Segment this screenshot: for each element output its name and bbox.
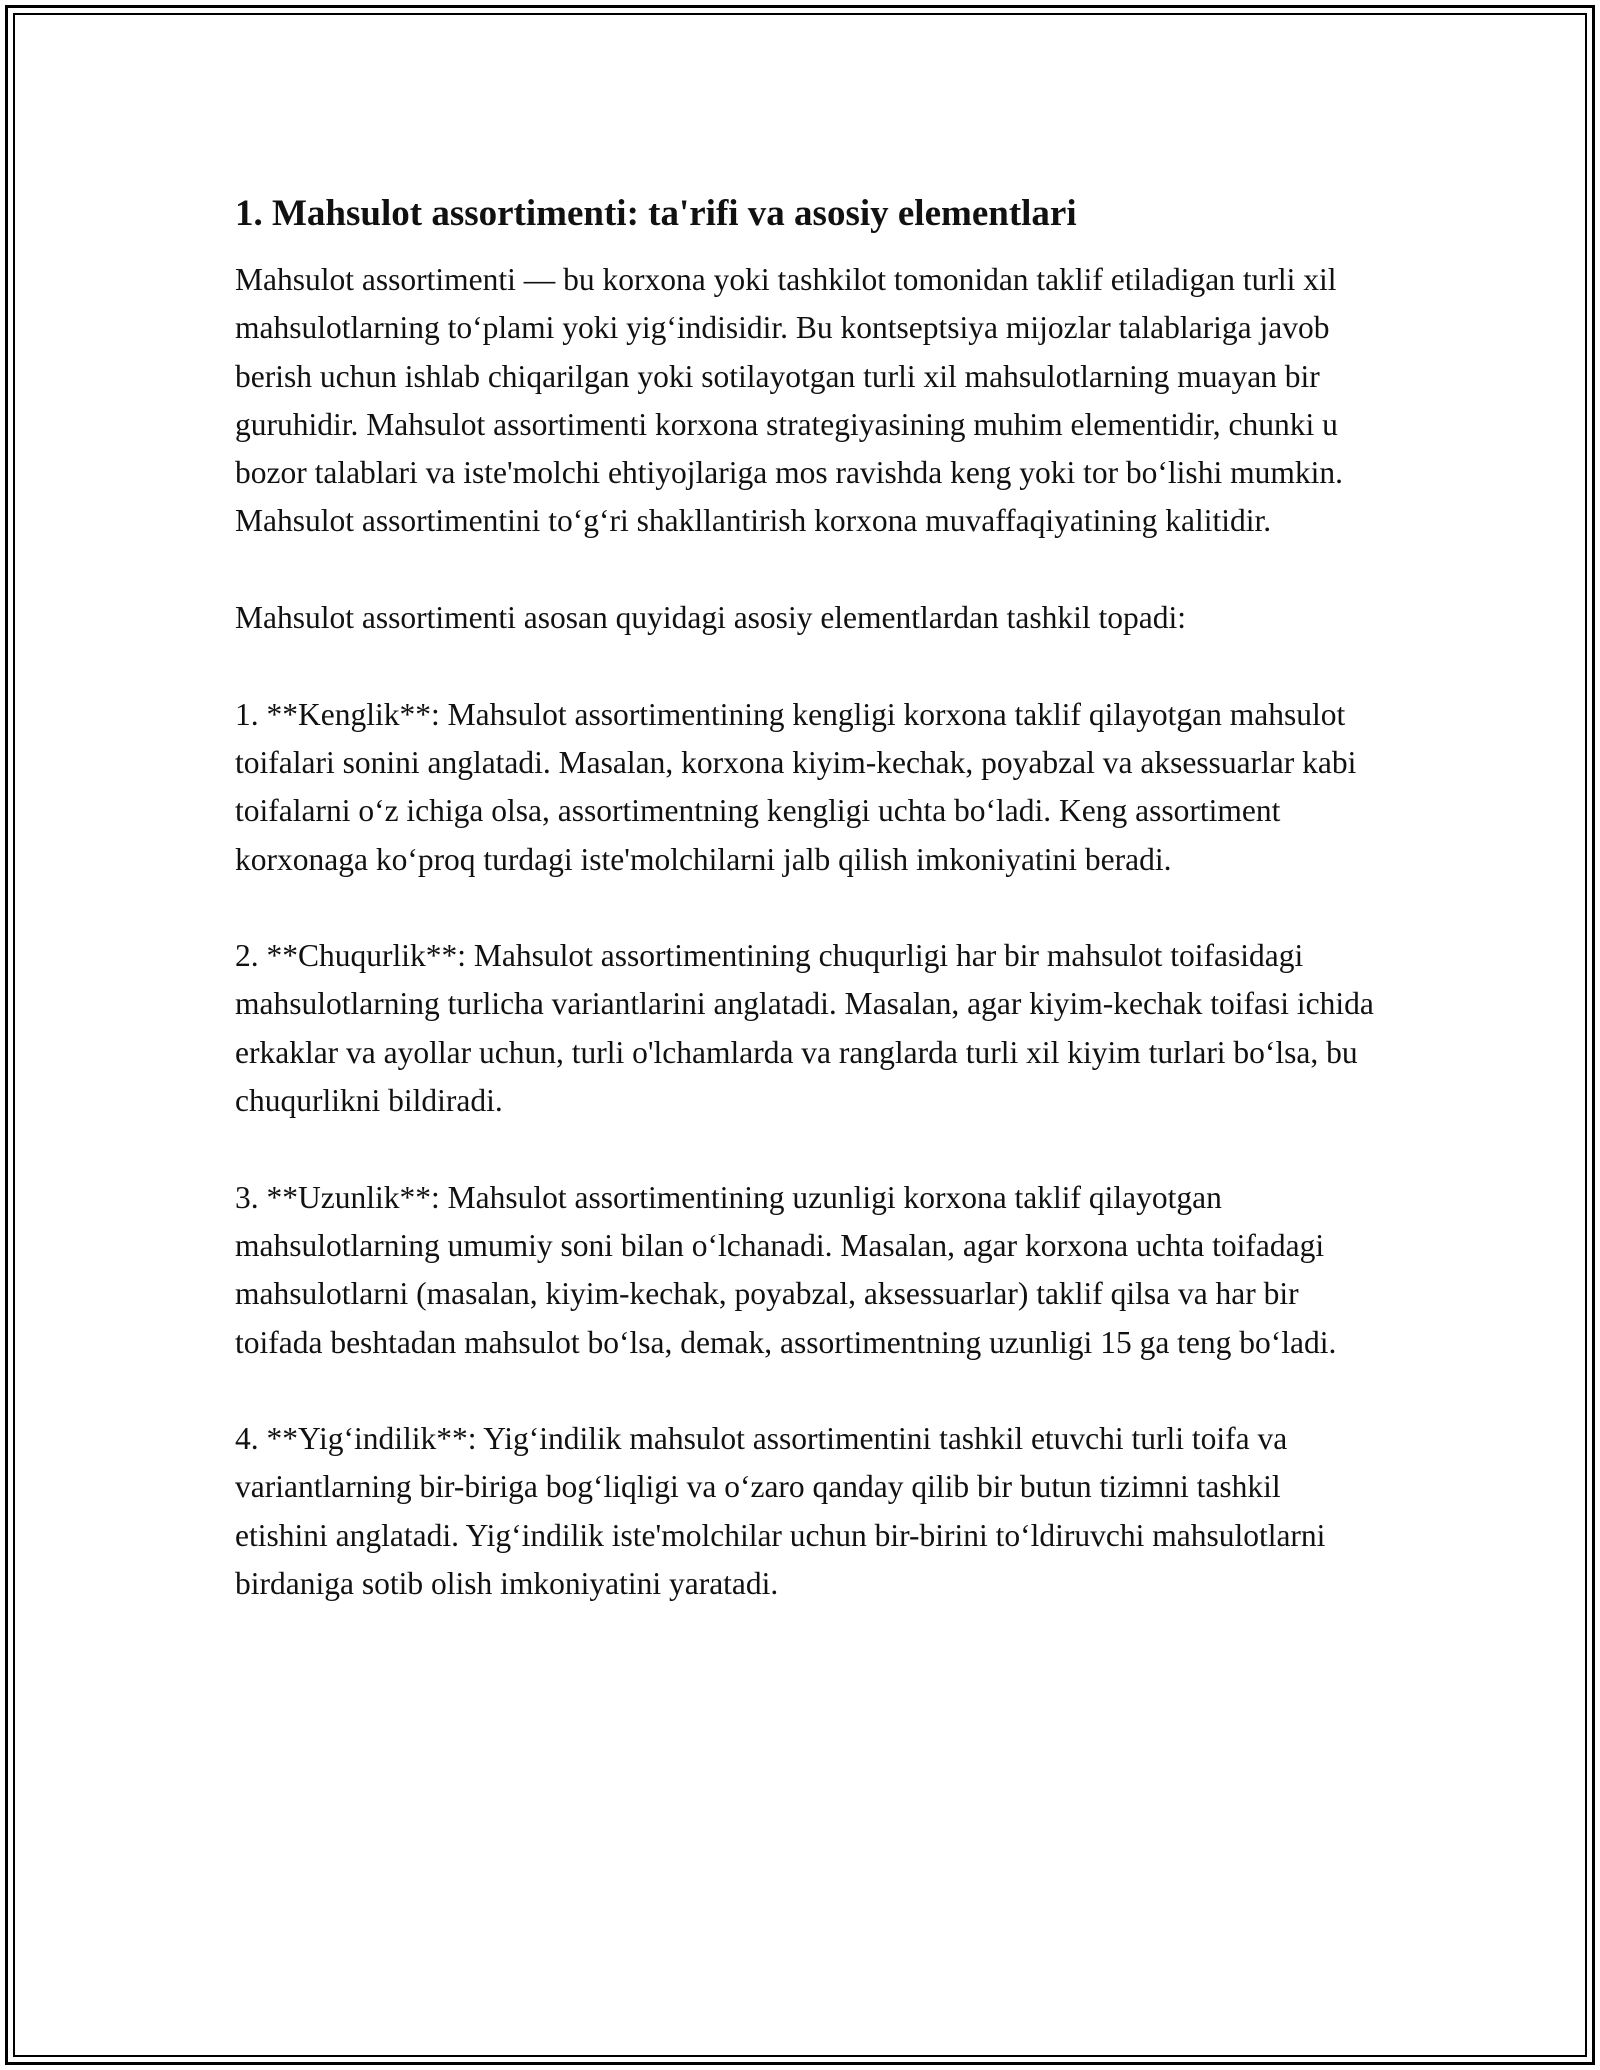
document-title: 1. Mahsulot assortimenti: ta'rifi va asosiy elementlari	[235, 193, 1077, 234]
paragraph-kenglik: 1. **Kenglik**: Mahsulot assortimentining kengligi korxona taklif qilayotgan mahsulot toifalari sonini anglatadi. Masalan, korxona kiyim-kechak, poyabzal va aksessuarlar kabi toifalarni o‘z ichiga olsa, assortimentning kengligi uchta bo‘ladi. Keng assortiment korxonaga ko‘proq turdagi iste'molchilarni jalb qilish imkoniyatini beradi.	[235, 696, 1357, 877]
paragraph-uzunlik: 3. **Uzunlik**: Mahsulot assortimentining uzunligi korxona taklif qilayotgan mahsulotlarning umumiy soni bilan o‘lchanadi. Masalan, agar korxona uchta toifadagi mahsulotlarni (masalan, kiyim-kechak, poyabzal, aksessuarlar) taklif qilsa va har bir toifada beshtadan mahsulot bo‘lsa, demak, assortimentning uzunligi 15 ga teng bo‘ladi.	[235, 1179, 1337, 1360]
paragraph-chuqurlik: 2. **Chuqurlik**: Mahsulot assortimentining chuqurligi har bir mahsulot toifasidagi mahsulotlarning turlicha variantlarini anglatadi. Masalan, agar kiyim-kechak toifasi ichida erkaklar va ayollar uchun, turli o'lchamlarda va ranglarda turli xil kiyim turlari bo‘lsa, bu chuqurlikni bildiradi.	[235, 938, 1374, 1119]
paragraph-yigindilik: 4. **Yig‘indilik**: Yig‘indilik mahsulot assortimentini tashkil etuvchi turli toifa va variantlarning bir-biriga bog‘liqligi va o‘zaro qanday qilib bir butun tizimni tashkil etishini anglatadi. Yig‘indilik iste'molchilar uchun bir-birini to‘ldiruvchi mahsulotlarni birdaniga sotib olish imkoniyatini yaratadi.	[235, 1421, 1326, 1602]
document-body	[235, 190, 1375, 1657]
paragraph-intro: Mahsulot assortimenti — bu korxona yoki tashkilot tomonidan taklif etiladigan turli xil mahsulotlarning to‘plami yoki yig‘indisidir. Bu kontseptsiya mijozlar talablariga javob berish uchun ishlab chiqarilgan yoki sotilayotgan turli xil mahsulotlarning muayan bir guruhidir. Mahsulot assortimenti korxona strategiyasining muhim elementidir, chunki u bozor talablari va iste'molchi ehtiyojlariga mos ravishda keng yoki tor bo‘lishi mumkin. Mahsulot assortimentini to‘g‘ri shakllantirish korxona muvaffaqiyatining kalitidir.	[235, 262, 1343, 539]
paragraph-elements-lead: Mahsulot assortimenti asosan quyidagi asosiy elementlardan tashkil topadi:	[235, 600, 1186, 636]
